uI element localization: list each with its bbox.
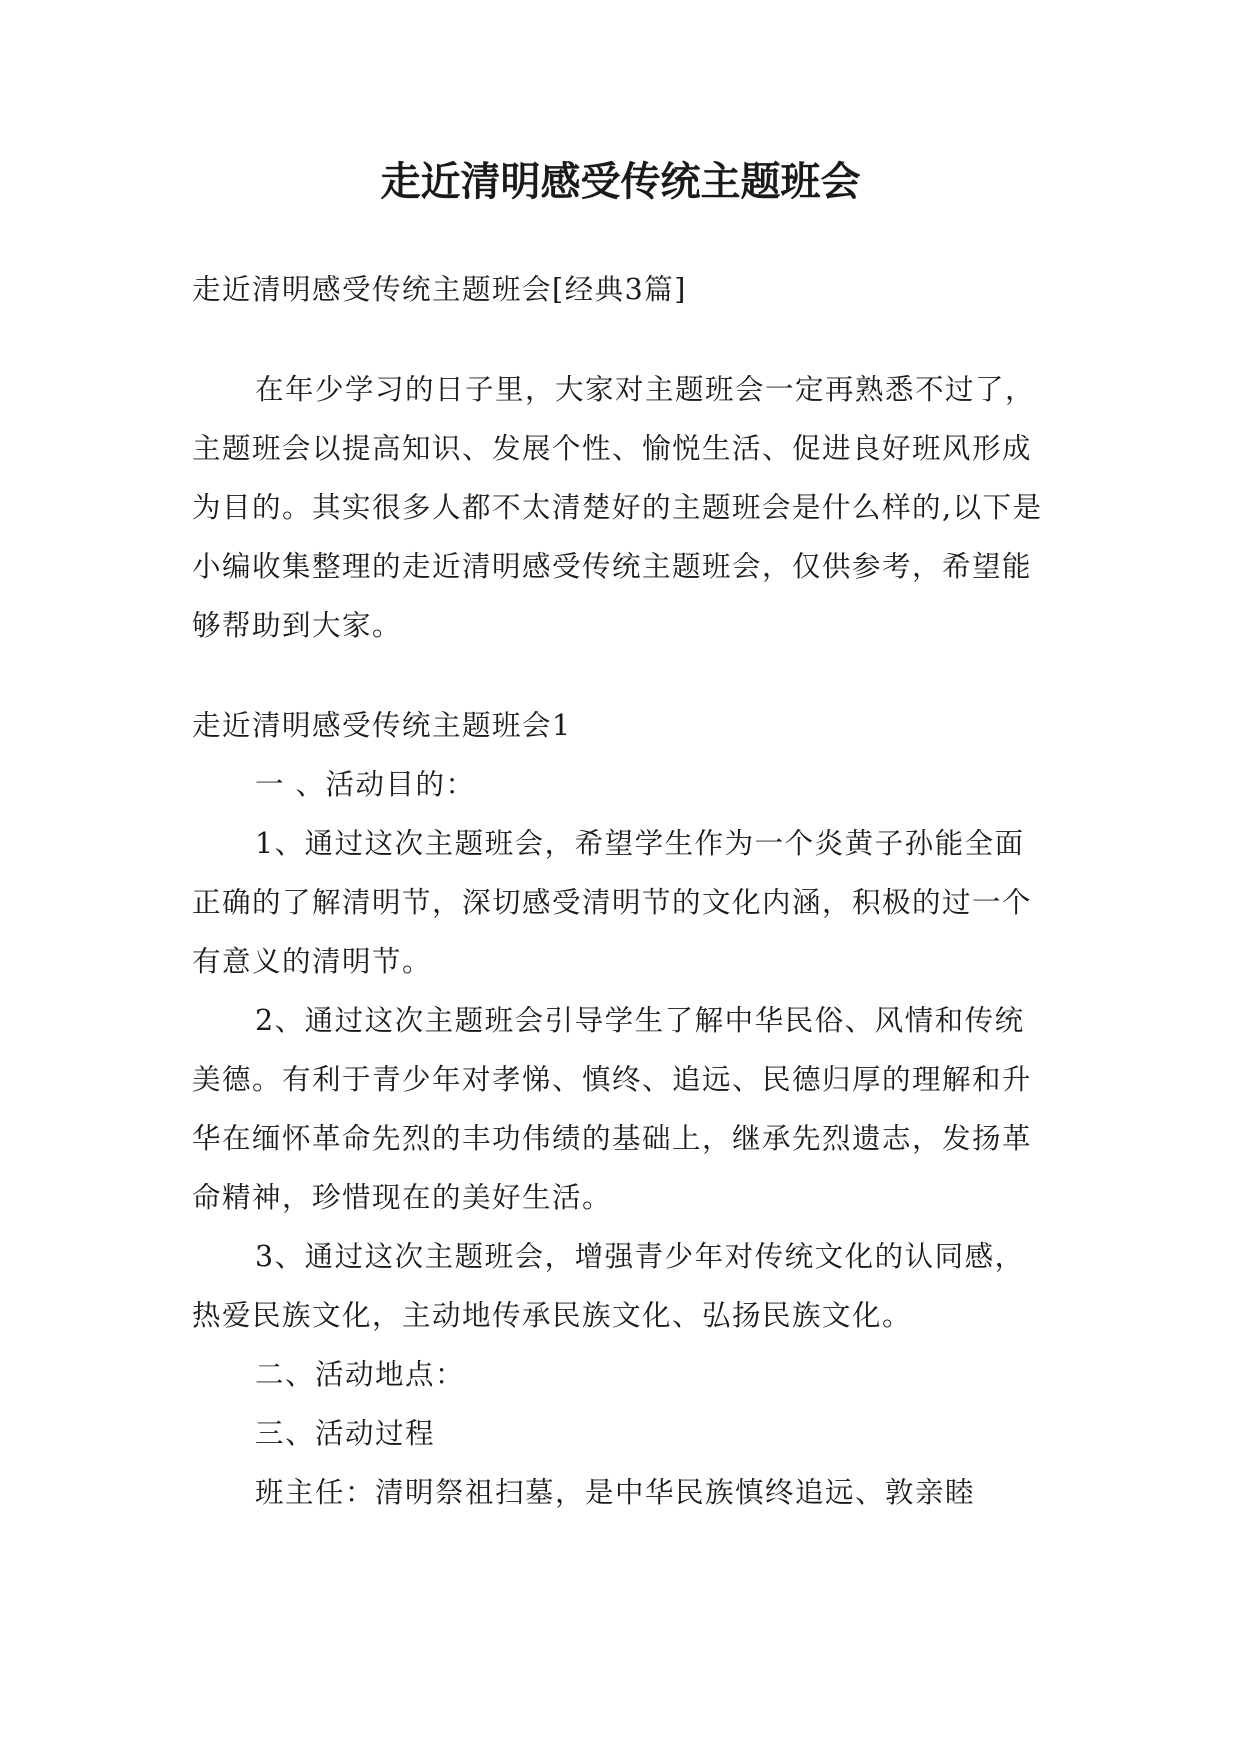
location-heading: 二、活动地点： <box>255 1358 466 1391</box>
section-heading: 走近清明感受传统主题班会1 <box>192 709 572 742</box>
document-title: 走近清明感受传统主题班会 <box>380 158 861 205</box>
document-subtitle: 走近清明感受传统主题班会[经典3篇] <box>192 273 687 306</box>
process-heading: 三、活动过程 <box>255 1417 436 1450</box>
purpose-heading: 一 、活动目的： <box>255 768 476 801</box>
purpose-item-3: 3、通过这次主题班会，增强青少年对传统文化的认同感，热爱民族文化，主动地传承民族文化、弘扬民族文化。 <box>192 1240 1025 1332</box>
intro-paragraph: 在年少学习的日子里，大家对主题班会一定再熟悉不过了，主题班会以提高知识、发展个性、愉悦生活、促进良好班风形成为目的。其实很多人都不太清楚好的主题班会是什么样的,以下是小编收集整理的走近清明感受传统主题班会，仅供参考，希望能够帮助到大家。 <box>192 373 1043 642</box>
teacher-paragraph: 班主任：清明祭祖扫墓，是中华民族慎终追远、敦亲睦 <box>255 1476 976 1509</box>
purpose-item-2: 2、通过这次主题班会引导学生了解中华民俗、风情和传统美德。有利于青少年对孝悌、慎终、追远、民德归厚的理解和升华在缅怀革命先烈的丰功伟绩的基础上，继承先烈遗志，发扬革命精神，珍惜现在的美好生活。 <box>192 1004 1033 1214</box>
document-body <box>192 260 1052 1522</box>
purpose-item-1: 1、通过这次主题班会，希望学生作为一个炎黄子孙能全面正确的了解清明节，深切感受清明节的文化内涵，积极的过一个有意义的清明节。 <box>192 827 1033 978</box>
